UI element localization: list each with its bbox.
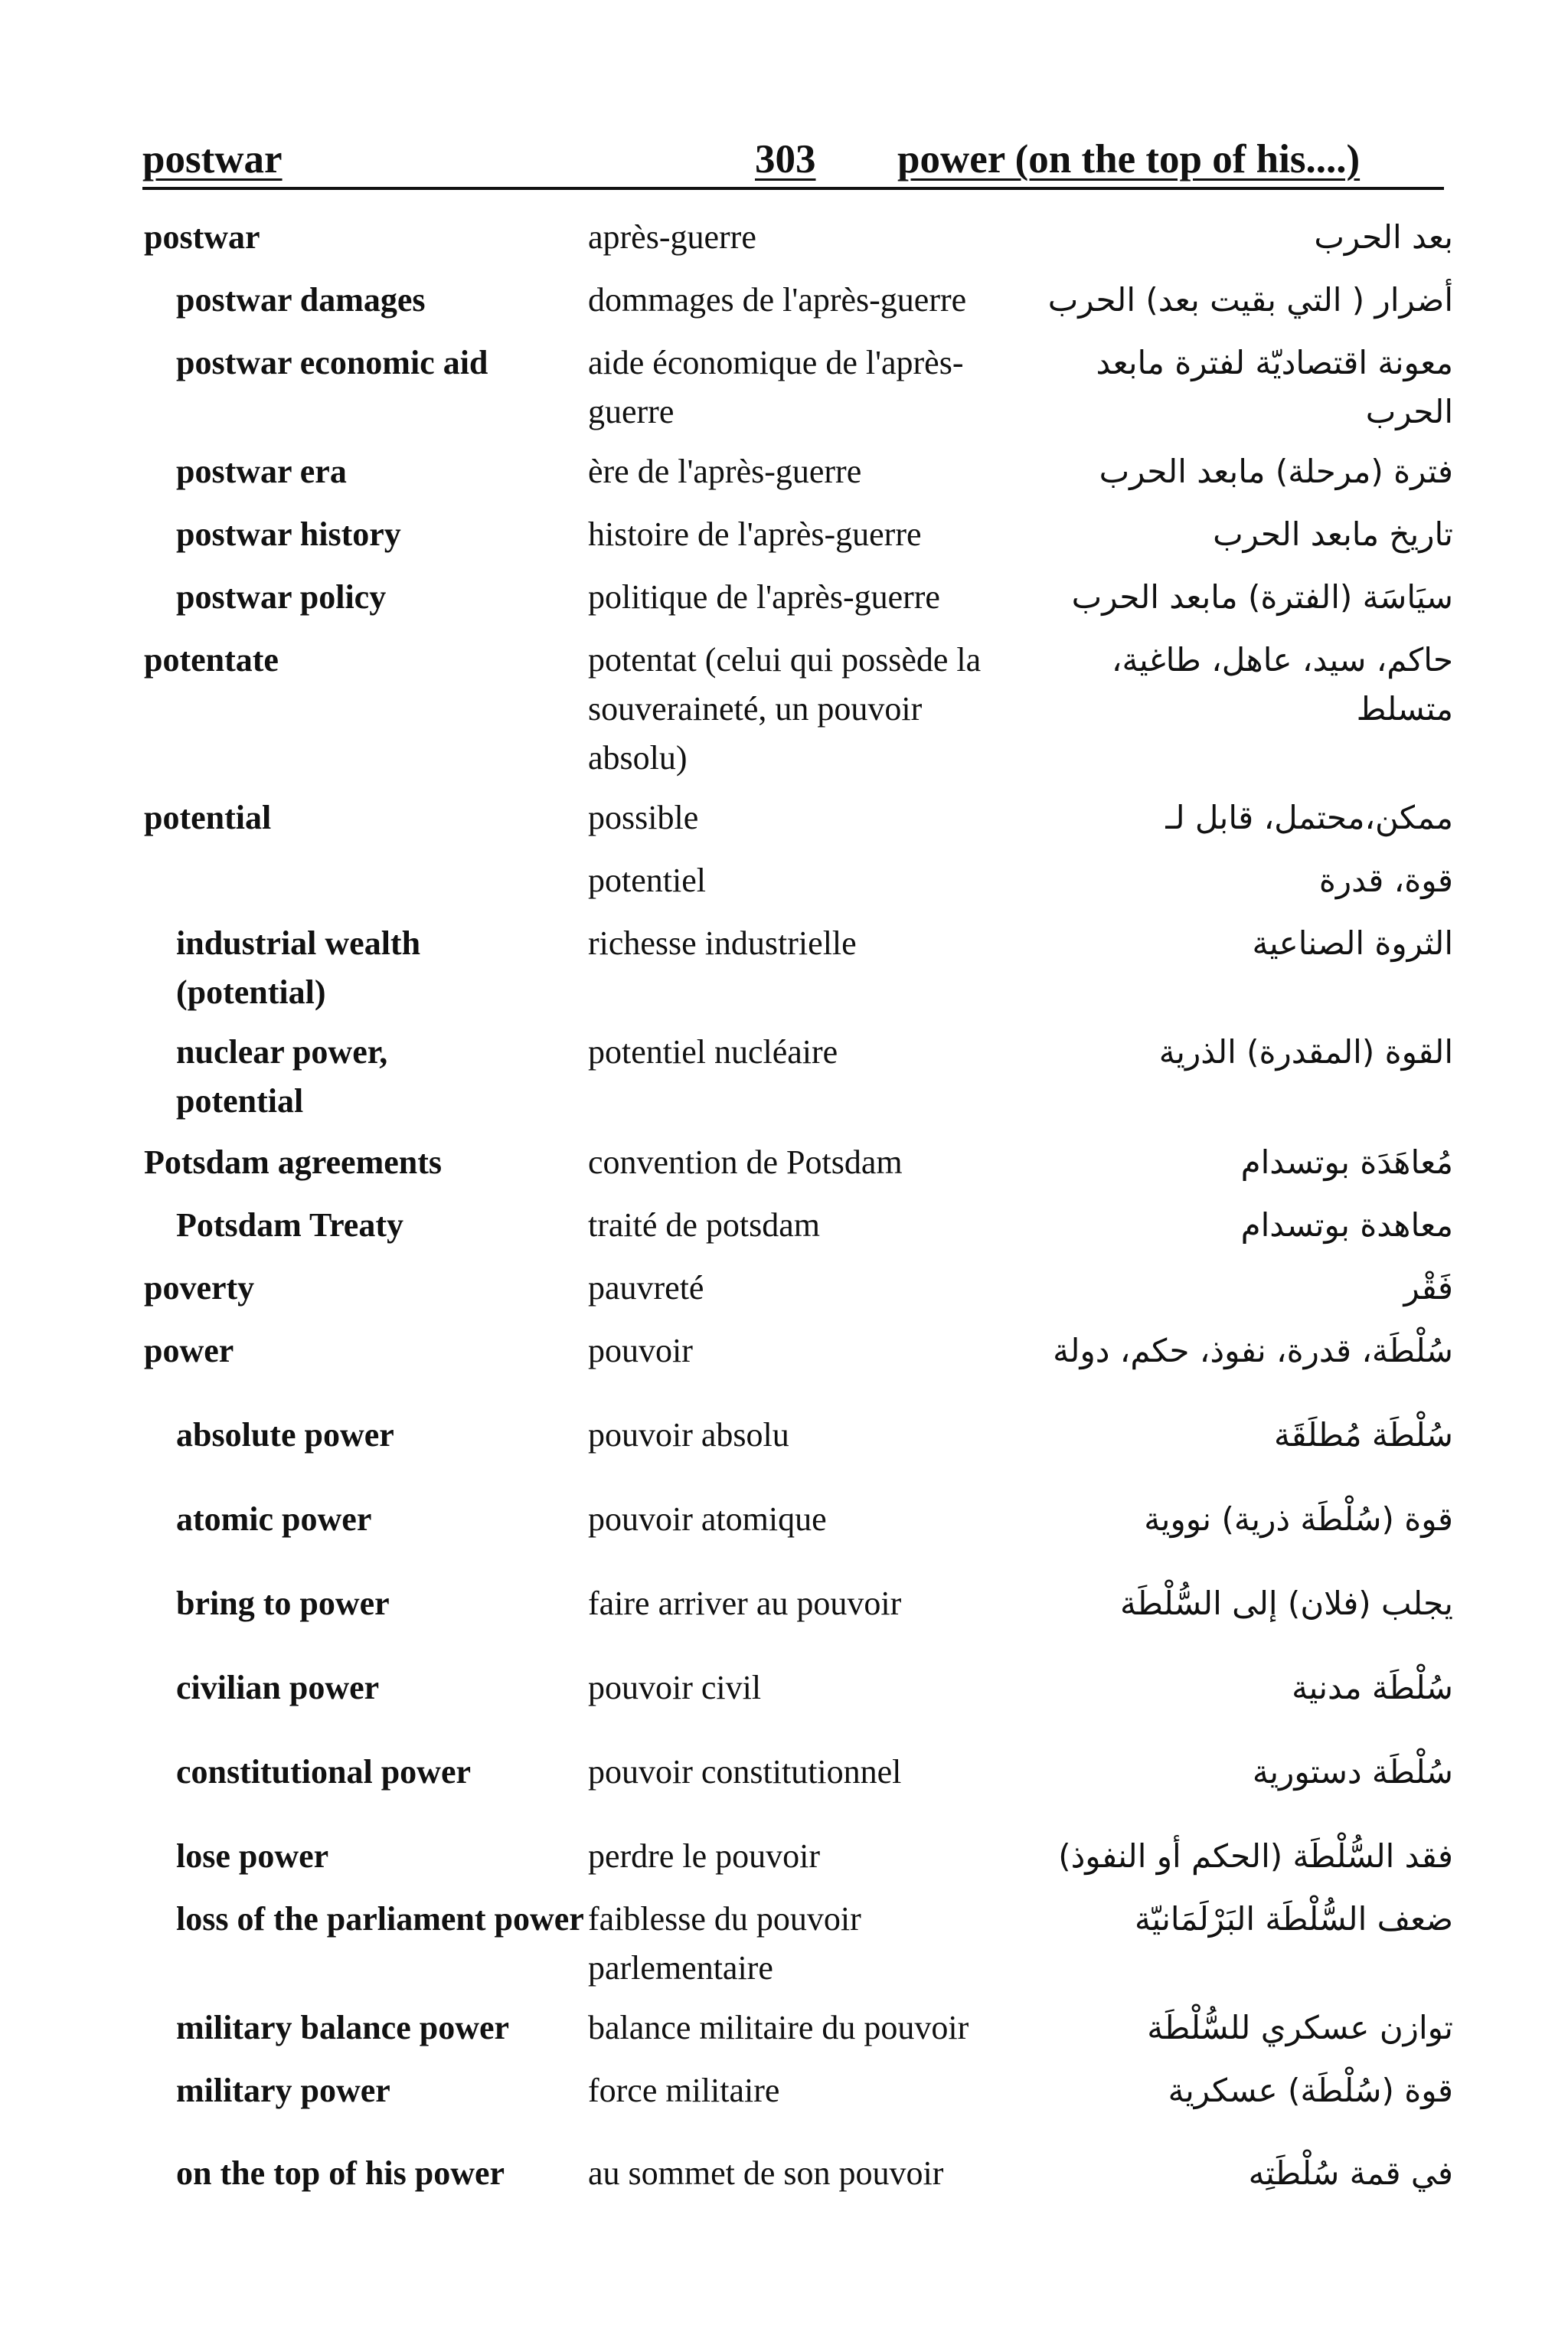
entry-french: richesse industrielle: [588, 924, 857, 962]
entry-term: bring to power: [176, 1585, 390, 1622]
entry-arabic: توازن عسكري للسُّلْطَة: [1147, 2009, 1453, 2046]
entry-french: possible: [588, 799, 699, 836]
entry-french: pouvoir atomique: [588, 1500, 827, 1538]
entry-term: potential: [144, 799, 272, 836]
entry-arabic: فَقْر: [1403, 1269, 1453, 1307]
entry-arabic: أضرار ( التي بقيت بعد) الحرب: [1047, 281, 1453, 319]
entry-french: perdre le pouvoir: [588, 1837, 820, 1875]
entry-term: power: [144, 1332, 234, 1369]
entry-french: dommages de l'après-guerre: [588, 281, 967, 319]
entry-term: military balance power: [176, 2009, 510, 2046]
entry-term: postwar era: [176, 453, 347, 490]
entry-french: faiblesse du pouvoir parlementaire: [588, 1900, 861, 1987]
entry-term: military power: [176, 2072, 390, 2109]
entry-term: postwar policy: [176, 578, 387, 616]
entry-arabic: سيَاسَة (الفترة) مابعد الحرب: [1071, 578, 1453, 616]
entry-arabic: سُلْطَة دستورية: [1252, 1753, 1453, 1791]
entry-french: pouvoir absolu: [588, 1416, 789, 1454]
entry-term: postwar history: [176, 515, 401, 553]
entry-arabic: فقد السُّلْطَة (الحكم أو النفوذ): [1058, 1837, 1453, 1875]
entry-term: Potsdam Treaty: [176, 1206, 403, 1244]
entry-french: aide économique de l'après-guerre: [588, 344, 964, 430]
entry-french: pouvoir constitutionnel: [588, 1753, 902, 1791]
entry-french: balance militaire du pouvoir: [588, 2009, 969, 2046]
entry-term: absolute power: [176, 1416, 394, 1454]
entry-term: postwar economic aid: [176, 344, 488, 381]
entry-french: pouvoir civil: [588, 1669, 762, 1706]
entry-arabic: قوة، قدرة: [1318, 862, 1453, 899]
entry-arabic: القوة (المقدرة) الذرية: [1158, 1033, 1453, 1071]
entry-french: force militaire: [588, 2072, 780, 2109]
entry-french: politique de l'après-guerre: [588, 578, 940, 616]
entry-term: poverty: [144, 1269, 255, 1307]
entry-term: nuclear power, potential: [176, 1033, 388, 1120]
entry-arabic: ممكن،محتمل، قابل لـ: [1165, 799, 1453, 836]
entry-french: potentiel: [588, 862, 706, 899]
entry-arabic: معونة اقتصاديّة لفترة مابعد الحرب: [1096, 344, 1453, 430]
entry-french: faire arriver au pouvoir: [588, 1585, 902, 1622]
left-guide-word: postwar: [142, 137, 283, 182]
entry-french: au sommet de son pouvoir: [588, 2154, 944, 2192]
page-number: 303: [755, 137, 816, 182]
entry-french: potentiel nucléaire: [588, 1033, 838, 1071]
entry-french: pauvreté: [588, 1269, 704, 1307]
entry-term: potentate: [144, 641, 279, 679]
entry-french: ère de l'après-guerre: [588, 453, 862, 490]
entry-term: atomic power: [176, 1500, 372, 1538]
entry-arabic: معاهدة بوتسدام: [1240, 1206, 1453, 1244]
entry-term: industrial wealth (potential): [176, 924, 421, 1011]
right-guide-word: power (on the top of his....): [897, 137, 1361, 182]
entry-arabic: ضعف السُّلْطَة البَرْلَمَانيّة: [1135, 1900, 1453, 1938]
entry-arabic: فترة (مرحلة) مابعد الحرب: [1099, 453, 1453, 490]
entry-arabic: بعد الحرب: [1314, 218, 1453, 256]
entry-arabic: سُلْطَة مدنية: [1292, 1669, 1453, 1706]
entry-arabic: مُعاهَدَة بوتسدام: [1240, 1143, 1453, 1181]
entry-arabic: سُلْطَة، قدرة، نفوذ، حكم، دولة: [1053, 1332, 1453, 1369]
entry-term: constitutional power: [176, 1753, 471, 1791]
entry-term: postwar: [144, 218, 260, 256]
entry-term: on the top of his power: [176, 2154, 505, 2192]
entry-french: potentat (celui qui possède la souveraineté, un pouvoir absolu): [588, 641, 982, 777]
entry-term: Potsdam agreements: [144, 1143, 442, 1181]
entry-arabic: حاكم، سيد، عاهل، طاغية، متسلط: [1111, 641, 1453, 728]
entry-arabic: يجلب (فلان) إلى السُّلْطَة: [1119, 1585, 1453, 1622]
entry-arabic: قوة (سُلْطَة ذرية) نووية: [1144, 1500, 1453, 1538]
entry-arabic: سُلْطَة مُطلَقَة: [1273, 1416, 1453, 1454]
entry-french: pouvoir: [588, 1332, 693, 1369]
entry-term: civilian power: [176, 1669, 380, 1706]
entry-french: après-guerre: [588, 218, 756, 256]
entry-term: lose power: [176, 1837, 329, 1875]
entry-arabic: الثروة الصناعية: [1252, 924, 1453, 962]
entry-french: convention de Potsdam: [588, 1143, 903, 1181]
entry-arabic: في قمة سُلْطَتِه: [1248, 2154, 1453, 2192]
entry-term: loss of the parliament power: [176, 1900, 584, 1938]
entry-arabic: تاريخ مابعد الحرب: [1213, 515, 1453, 553]
entry-french: histoire de l'après-guerre: [588, 515, 922, 553]
entry-arabic: قوة (سُلْطَة) عسكرية: [1168, 2072, 1453, 2109]
entry-french: traité de potsdam: [588, 1206, 821, 1244]
entry-term: postwar damages: [176, 281, 426, 319]
